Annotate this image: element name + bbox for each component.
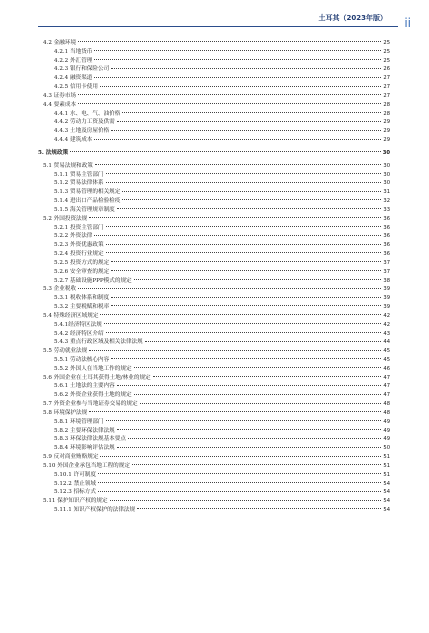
toc-subsection-entry[interactable] <box>38 83 390 92</box>
toc-entry-label: 5.5.2 外国人在当地工作的规定 <box>54 365 132 372</box>
toc-entry-label: 5.1.4 进出口产品检验检疫 <box>54 198 121 205</box>
toc-dot-leader <box>134 367 382 368</box>
toc-subsection-entry[interactable] <box>38 382 390 391</box>
toc-subsection-entry[interactable] <box>38 110 390 119</box>
toc-dot-leader <box>89 350 381 351</box>
toc-subsection-entry[interactable] <box>38 65 390 74</box>
toc-dot-leader <box>95 164 382 165</box>
toc-entry-page: 36 <box>383 242 390 249</box>
toc-dot-leader <box>78 41 381 42</box>
toc-dot-leader <box>111 297 381 298</box>
toc-entry-label: 5.12.2 禁止领域 <box>54 480 96 487</box>
toc-subsection-entry[interactable] <box>38 488 390 497</box>
toc-subsection-entry[interactable] <box>38 179 390 188</box>
toc-entry-label: 4.4 要素成本 <box>43 101 77 108</box>
toc-dot-leader <box>117 208 382 209</box>
toc-subsection-entry[interactable] <box>38 241 390 250</box>
toc-entry-label: 4.2.4 融资渠道 <box>54 75 93 82</box>
document-title: 土耳其（2023年版） <box>318 14 387 22</box>
toc-dot-leader <box>134 279 382 280</box>
toc-dot-leader <box>70 151 381 152</box>
toc-subsection-entry[interactable] <box>38 224 390 233</box>
toc-entry-label: 5.2.4 投资行业规定 <box>54 251 104 258</box>
toc-entry-label: 5.10.1 许可制度 <box>54 471 96 478</box>
toc-entry-label: 5.2 外国投资法规 <box>43 215 88 222</box>
toc-entry-label: 4.2.2 外汇管理 <box>54 57 93 64</box>
toc-entry-label: 5.4 特殊经济区域规定 <box>43 312 99 319</box>
toc-entry-page: 43 <box>383 330 390 337</box>
toc-entry-page: 27 <box>383 92 390 99</box>
page-number: ii <box>404 16 411 30</box>
toc-entry-page: 27 <box>383 84 390 91</box>
toc-entry-page: 29 <box>383 119 390 126</box>
toc-entry-page: 38 <box>383 277 390 284</box>
toc-dot-leader <box>100 86 381 87</box>
toc-dot-leader <box>104 323 382 324</box>
toc-entry-page: 45 <box>383 348 390 355</box>
toc-dot-leader <box>110 500 382 501</box>
table-of-contents <box>38 39 390 515</box>
toc-subsection-entry[interactable] <box>38 74 390 83</box>
toc-dot-leader <box>78 94 381 95</box>
toc-entry-label: 5.2.3 外资优惠政策 <box>54 242 104 249</box>
toc-entry-label: 4.4.1 水、电、气、油价格 <box>54 110 121 117</box>
toc-entry-page: 46 <box>383 365 390 372</box>
toc-subsection-entry[interactable] <box>38 188 390 197</box>
toc-entry-label: 4.2.3 银行和保险公司 <box>54 66 110 73</box>
toc-section-entry[interactable] <box>38 101 390 110</box>
toc-section-entry[interactable] <box>38 497 390 506</box>
toc-subsection-entry[interactable] <box>38 136 390 145</box>
toc-entry-label: 5.1 贸易法规和政策 <box>43 162 93 169</box>
toc-subsection-entry[interactable] <box>38 259 390 268</box>
toc-dot-leader <box>94 50 381 51</box>
toc-entry-page: 37 <box>383 259 390 266</box>
toc-entry-page: 36 <box>383 233 390 240</box>
toc-section-entry[interactable] <box>38 162 390 171</box>
toc-entry-page: 28 <box>383 101 390 108</box>
toc-entry-page: 36 <box>383 224 390 231</box>
toc-subsection-entry[interactable] <box>38 506 390 515</box>
toc-subsection-entry[interactable] <box>38 127 390 136</box>
toc-section-entry[interactable] <box>38 462 390 471</box>
page-header <box>0 0 429 36</box>
toc-entry-page: 37 <box>383 268 390 275</box>
toc-subsection-entry[interactable] <box>38 444 390 453</box>
toc-subsection-entry[interactable] <box>38 471 390 480</box>
toc-dot-leader <box>94 235 381 236</box>
toc-subsection-entry[interactable] <box>38 356 390 365</box>
toc-entry-label: 5.1.1 贸易主管部门 <box>54 171 104 178</box>
toc-subsection-entry[interactable] <box>38 427 390 436</box>
toc-entry-page: 54 <box>383 507 390 514</box>
toc-dot-leader <box>106 332 382 333</box>
toc-dot-leader <box>145 341 382 342</box>
toc-subsection-entry[interactable] <box>38 171 390 180</box>
toc-subsection-entry[interactable] <box>38 480 390 489</box>
toc-entry-label: 5.2.5 投资方式的规定 <box>54 259 110 266</box>
toc-entry-label: 5.4.2 经济特区介绍 <box>54 330 104 337</box>
toc-dot-leader <box>111 261 381 262</box>
toc-entry-label: 5. 法规政策 <box>38 149 69 156</box>
toc-entry-label: 5.2.2 外资法律 <box>54 233 93 240</box>
toc-dot-leader <box>122 112 381 113</box>
toc-dot-leader <box>94 139 381 140</box>
toc-dot-leader <box>122 191 381 192</box>
toc-entry-label: 5.2.1 投资主管部门 <box>54 224 104 231</box>
toc-entry-label: 5.1.2 贸易法律体系 <box>54 180 104 187</box>
toc-entry-page: 51 <box>383 471 390 478</box>
toc-entry-page: 39 <box>383 286 390 293</box>
toc-subsection-entry[interactable] <box>38 303 390 312</box>
toc-entry-page: 25 <box>383 40 390 46</box>
toc-section-entry[interactable] <box>38 92 390 101</box>
toc-entry-label: 5.11.1 知识产权保护的法律法规 <box>54 507 136 514</box>
toc-subsection-entry[interactable] <box>38 232 390 241</box>
toc-entry-page: 49 <box>383 436 390 443</box>
toc-entry-page: 31 <box>383 189 390 196</box>
toc-entry-label: 4.4.3 土地及房屋价格 <box>54 128 110 135</box>
toc-entry-label: 5.2.6 安全审查的规定 <box>54 268 110 275</box>
toc-entry-page: 36 <box>383 251 390 258</box>
toc-entry-label: 5.9 反对商业贿赂规定 <box>43 454 99 461</box>
toc-entry-page: 29 <box>383 137 390 144</box>
toc-entry-label: 5.1.5 海关管理规章制度 <box>54 206 115 213</box>
toc-dot-leader <box>94 77 381 78</box>
toc-entry-page: 51 <box>383 462 390 469</box>
toc-dot-leader <box>111 68 381 69</box>
toc-entry-label: 5.12.3 招标方式 <box>54 489 96 496</box>
toc-entry-page: 47 <box>383 392 390 399</box>
toc-dot-leader <box>106 252 382 253</box>
toc-dot-leader <box>137 508 381 509</box>
toc-entry-label: 5.8.1 环境管理部门 <box>54 418 104 425</box>
toc-entry-page: 47 <box>383 374 390 381</box>
toc-dot-leader <box>128 438 381 439</box>
toc-subsection-entry[interactable] <box>38 268 390 277</box>
toc-dot-leader <box>78 288 381 289</box>
toc-section-entry[interactable] <box>38 409 390 418</box>
toc-entry-page: 30 <box>383 180 390 187</box>
toc-subsection-entry[interactable] <box>38 294 390 303</box>
toc-dot-leader <box>106 182 382 183</box>
toc-dot-leader <box>98 473 381 474</box>
toc-entry-page: 25 <box>383 48 390 55</box>
toc-entry-page: 30 <box>383 171 390 178</box>
toc-section-entry[interactable] <box>38 400 390 409</box>
toc-entry-page: 27 <box>383 75 390 82</box>
toc-entry-label: 4.2.5 信用卡使用 <box>54 84 98 91</box>
header-rule <box>38 26 398 27</box>
toc-subsection-entry[interactable] <box>38 206 390 215</box>
toc-dot-leader <box>100 456 381 457</box>
toc-dot-leader <box>98 482 381 483</box>
toc-dot-leader <box>111 305 381 306</box>
toc-entry-page: 36 <box>383 215 390 222</box>
toc-entry-page: 30 <box>383 162 390 169</box>
toc-entry-page: 48 <box>383 409 390 416</box>
toc-entry-label: 4.2.1 当地货币 <box>54 48 93 55</box>
toc-dot-leader <box>111 358 381 359</box>
toc-entry-label: 4.2 金融环境 <box>43 40 77 46</box>
toc-section-entry[interactable] <box>38 39 390 48</box>
toc-dot-leader <box>122 199 381 200</box>
toc-section-entry[interactable] <box>38 453 390 462</box>
toc-dot-leader <box>89 217 381 218</box>
toc-entry-page: 42 <box>383 312 390 319</box>
toc-dot-leader <box>117 429 382 430</box>
toc-dot-leader <box>117 447 382 448</box>
toc-dot-leader <box>117 121 382 122</box>
toc-dot-leader <box>106 420 382 421</box>
toc-entry-page: 48 <box>383 401 390 408</box>
toc-subsection-entry[interactable] <box>38 277 390 286</box>
toc-dot-leader <box>117 385 382 386</box>
toc-entry-label: 5.5.1 劳动法核心内容 <box>54 356 110 363</box>
toc-dot-leader <box>98 491 381 492</box>
toc-entry-label: 5.8 环境保护法规 <box>43 409 88 416</box>
toc-entry-label: 5.10 外国企业承包当地工程的规定 <box>43 462 130 469</box>
toc-subsection-entry[interactable] <box>38 391 390 400</box>
toc-entry-label: 4.4.2 劳动力工资及供需 <box>54 119 115 126</box>
toc-subsection-entry[interactable] <box>38 197 390 206</box>
toc-entry-page: 54 <box>383 489 390 496</box>
toc-section-entry[interactable] <box>38 312 390 321</box>
toc-entry-page: 28 <box>383 110 390 117</box>
toc-dot-leader <box>89 411 381 412</box>
toc-dot-leader <box>111 130 381 131</box>
toc-subsection-entry[interactable] <box>38 48 390 57</box>
toc-entry-page: 33 <box>383 206 390 213</box>
toc-dot-leader <box>134 394 382 395</box>
toc-entry-label: 5.11 保护知识产权的规定 <box>43 498 108 505</box>
toc-dot-leader <box>111 270 381 271</box>
toc-entry-page: 26 <box>383 66 390 73</box>
toc-dot-leader <box>106 226 382 227</box>
toc-entry-page: 39 <box>383 295 390 302</box>
toc-entry-page: 44 <box>383 339 390 346</box>
toc-dot-leader <box>132 464 381 465</box>
toc-entry-page: 30 <box>382 149 390 156</box>
toc-entry-label: 5.3 企业税收 <box>43 286 77 293</box>
toc-dot-leader <box>78 103 381 104</box>
toc-subsection-entry[interactable] <box>38 338 390 347</box>
toc-entry-label: 5.8.4 环境影响评估法规 <box>54 445 115 452</box>
toc-entry-page: 49 <box>383 418 390 425</box>
toc-subsection-entry[interactable] <box>38 365 390 374</box>
toc-section-entry[interactable] <box>38 215 390 224</box>
toc-entry-page: 51 <box>383 454 390 461</box>
toc-entry-page: 39 <box>383 304 390 311</box>
toc-entry-label: 5.6.2 外资企业获得土地的规定 <box>54 392 132 399</box>
toc-dot-leader <box>106 244 382 245</box>
toc-dot-leader <box>140 403 382 404</box>
toc-entry-label: 5.7 外资企业参与当地证券交易的规定 <box>43 401 138 408</box>
toc-dot-leader <box>153 376 382 377</box>
toc-entry-page: 47 <box>383 383 390 390</box>
toc-subsection-entry[interactable] <box>38 418 390 427</box>
toc-dot-leader <box>106 173 382 174</box>
toc-entry-page: 29 <box>383 128 390 135</box>
toc-entry-label: 5.6.1 土地法的主要内容 <box>54 383 115 390</box>
toc-subsection-entry[interactable] <box>38 330 390 339</box>
toc-entry-label: 5.4.3 重点行政区域及相关法律法规 <box>54 339 143 346</box>
toc-dot-leader <box>100 314 381 315</box>
toc-entry-label: 4.4.4 建筑成本 <box>54 137 93 144</box>
toc-section-entry[interactable] <box>38 374 390 383</box>
toc-subsection-entry[interactable] <box>38 118 390 127</box>
toc-chapter-entry[interactable] <box>38 149 390 158</box>
toc-entry-page: 49 <box>383 427 390 434</box>
toc-subsection-entry[interactable] <box>38 435 390 444</box>
toc-entry-label: 5.3.1 税收体系和制度 <box>54 295 110 302</box>
toc-entry-label: 4.3 证券市场 <box>43 92 77 99</box>
toc-entry-label: 5.5 劳动就业法规 <box>43 348 88 355</box>
toc-subsection-entry[interactable] <box>38 57 390 66</box>
toc-entry-page: 54 <box>383 480 390 487</box>
toc-entry-label: 5.2.7 基础设施PPP模式的规定 <box>54 277 132 284</box>
toc-dot-leader <box>94 59 381 60</box>
toc-entry-page: 45 <box>383 356 390 363</box>
toc-section-entry[interactable] <box>38 347 390 356</box>
toc-entry-page: 42 <box>383 321 390 328</box>
toc-entry-label: 5.8.2 主要环保法律法规 <box>54 427 115 434</box>
toc-entry-page: 32 <box>383 198 390 205</box>
toc-entry-page: 50 <box>383 445 390 452</box>
toc-entry-label: 5.8.3 环保法律法规基本要点 <box>54 436 126 443</box>
toc-entry-label: 5.6 外国企业在土耳其获得土地/林业的规定 <box>43 374 151 381</box>
toc-entry-page: 54 <box>383 498 390 505</box>
toc-entry-label: 5.4.1经济特区法规 <box>54 321 102 328</box>
toc-entry-page: 25 <box>383 57 390 64</box>
toc-subsection-entry[interactable] <box>38 321 390 330</box>
toc-section-entry[interactable] <box>38 285 390 294</box>
toc-entry-label: 5.1.3 贸易管理的相关规定 <box>54 189 121 196</box>
toc-entry-label: 5.3.2 主要税赋和税率 <box>54 304 110 311</box>
toc-subsection-entry[interactable] <box>38 250 390 259</box>
